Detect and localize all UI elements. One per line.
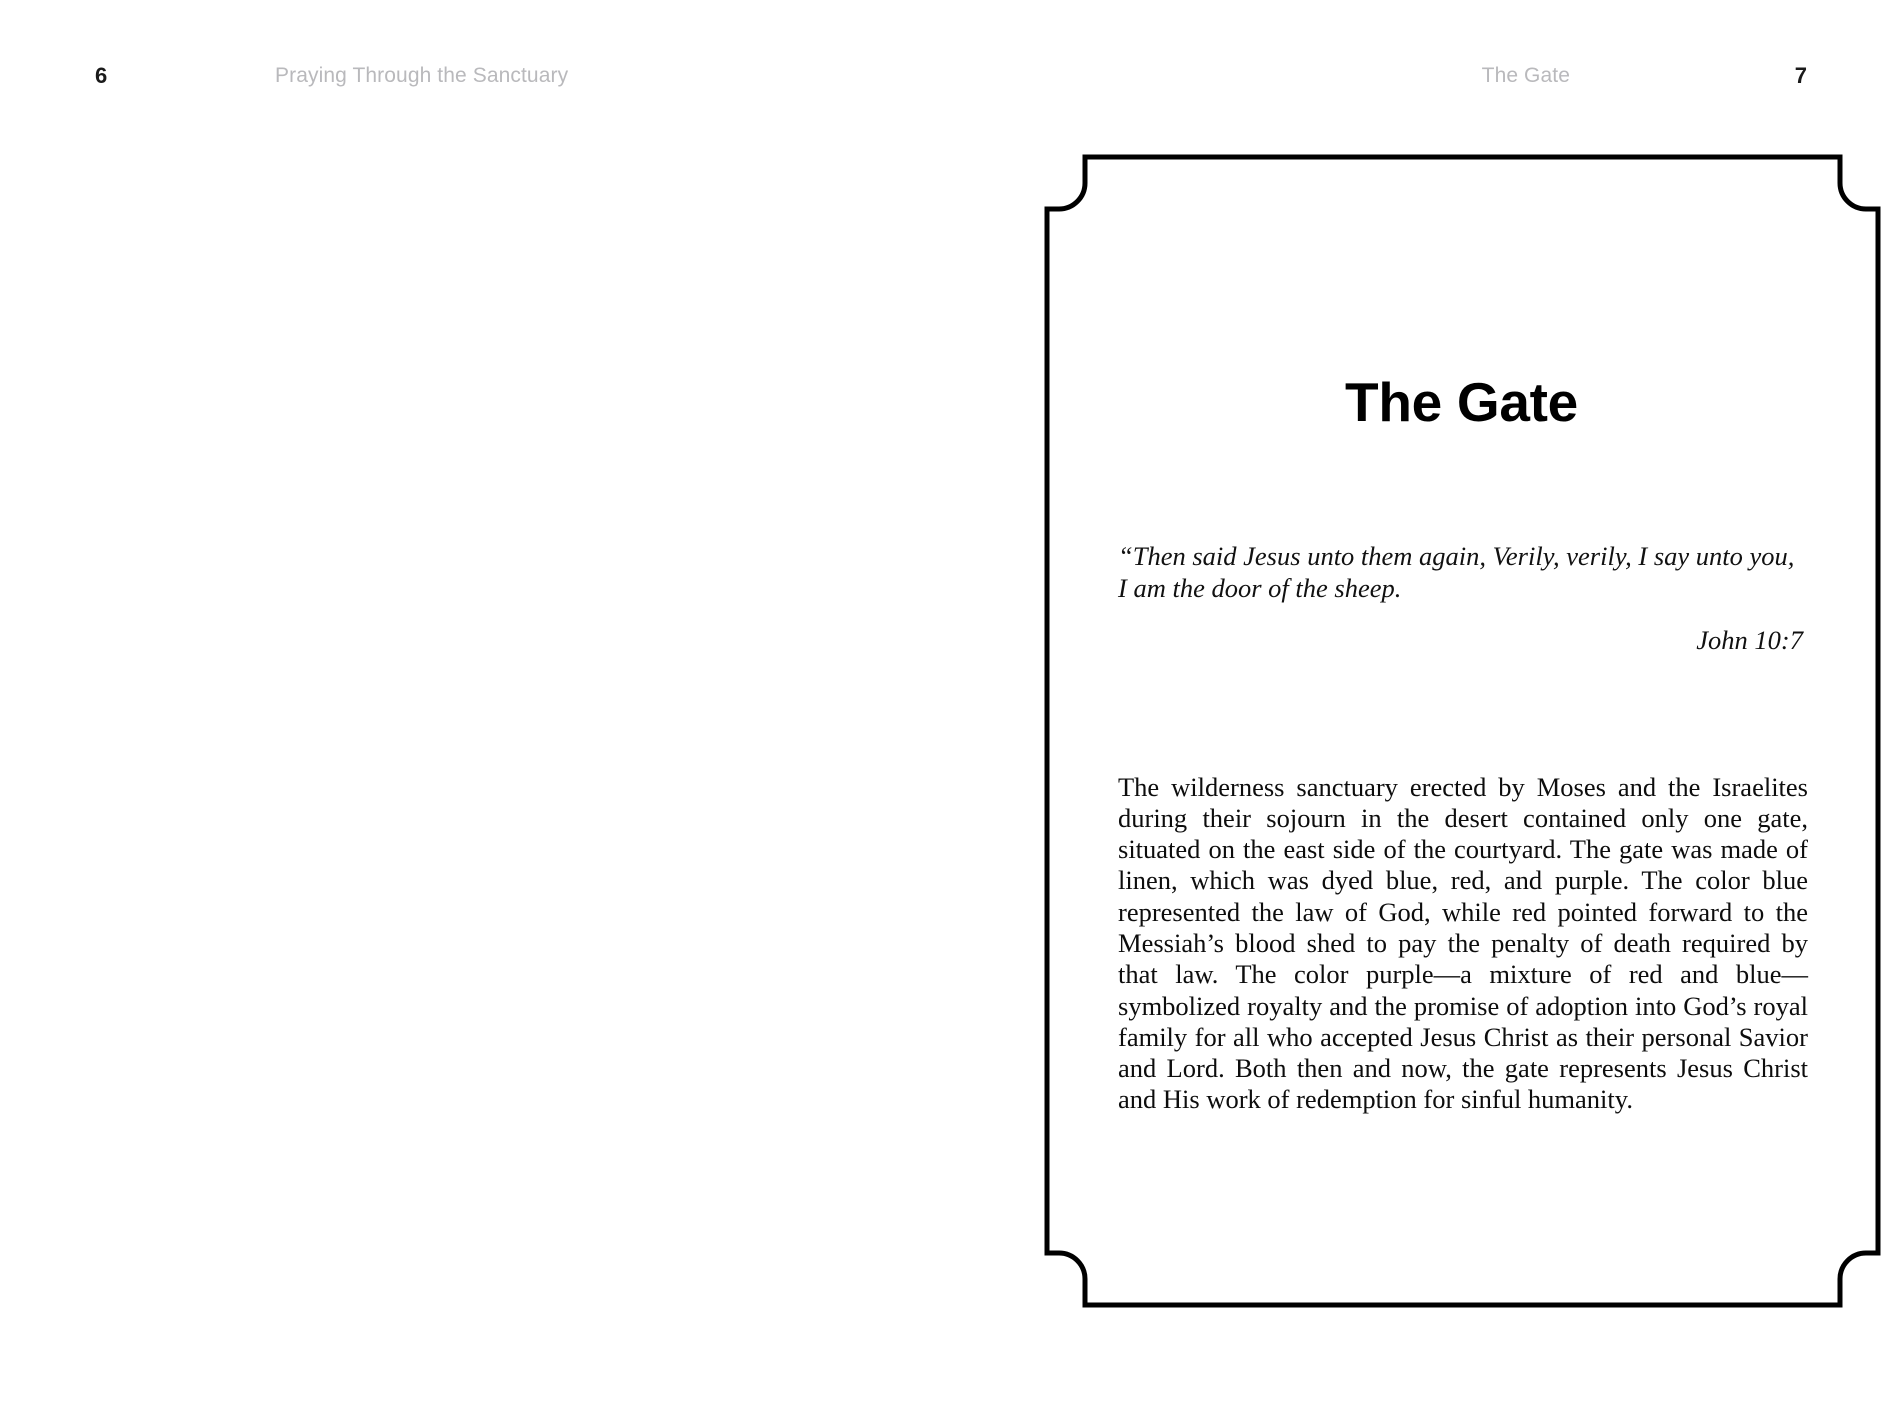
- body-paragraph: The wilderness sanctuary erected by Moses and the Israelites during their sojourn in the desert contained only one gate, situated on the east side of the courtyard. The gate was made of linen, which was dyed blue, red, and purple. The color blue represented the law of God, while red pointed forward to the Messiah’s blood shed to pay the penalty of death required by that law. The color purple—a mixture of red and blue—symbolized royalty and the promise of adoption into God’s royal family for all who accepted Jesus Christ as their personal Savior and Lord. Both then and now, the gate represents Jesus Christ and His work of redemption for sinful humanity.: [1118, 771, 1808, 1115]
- decorative-frame: [1047, 157, 1878, 1305]
- scripture-reference: John 10:7: [1696, 625, 1803, 655]
- right-running-head-title: The Gate: [1481, 64, 1570, 87]
- chapter-title: The Gate: [1345, 371, 1578, 433]
- scripture-quote: “Then said Jesus unto them again, Verily, verily, I say unto you, I am the door of the sheep.: [1118, 541, 1795, 603]
- right-running-head: [950, 58, 1900, 94]
- left-running-head: [0, 58, 950, 94]
- chapter-content: [1115, 157, 1808, 1305]
- right-page: [950, 0, 1900, 1425]
- left-page-number: 6: [95, 63, 108, 88]
- right-page-number: 7: [1794, 63, 1807, 88]
- left-running-head-title: Praying Through the Sanctuary: [275, 64, 569, 87]
